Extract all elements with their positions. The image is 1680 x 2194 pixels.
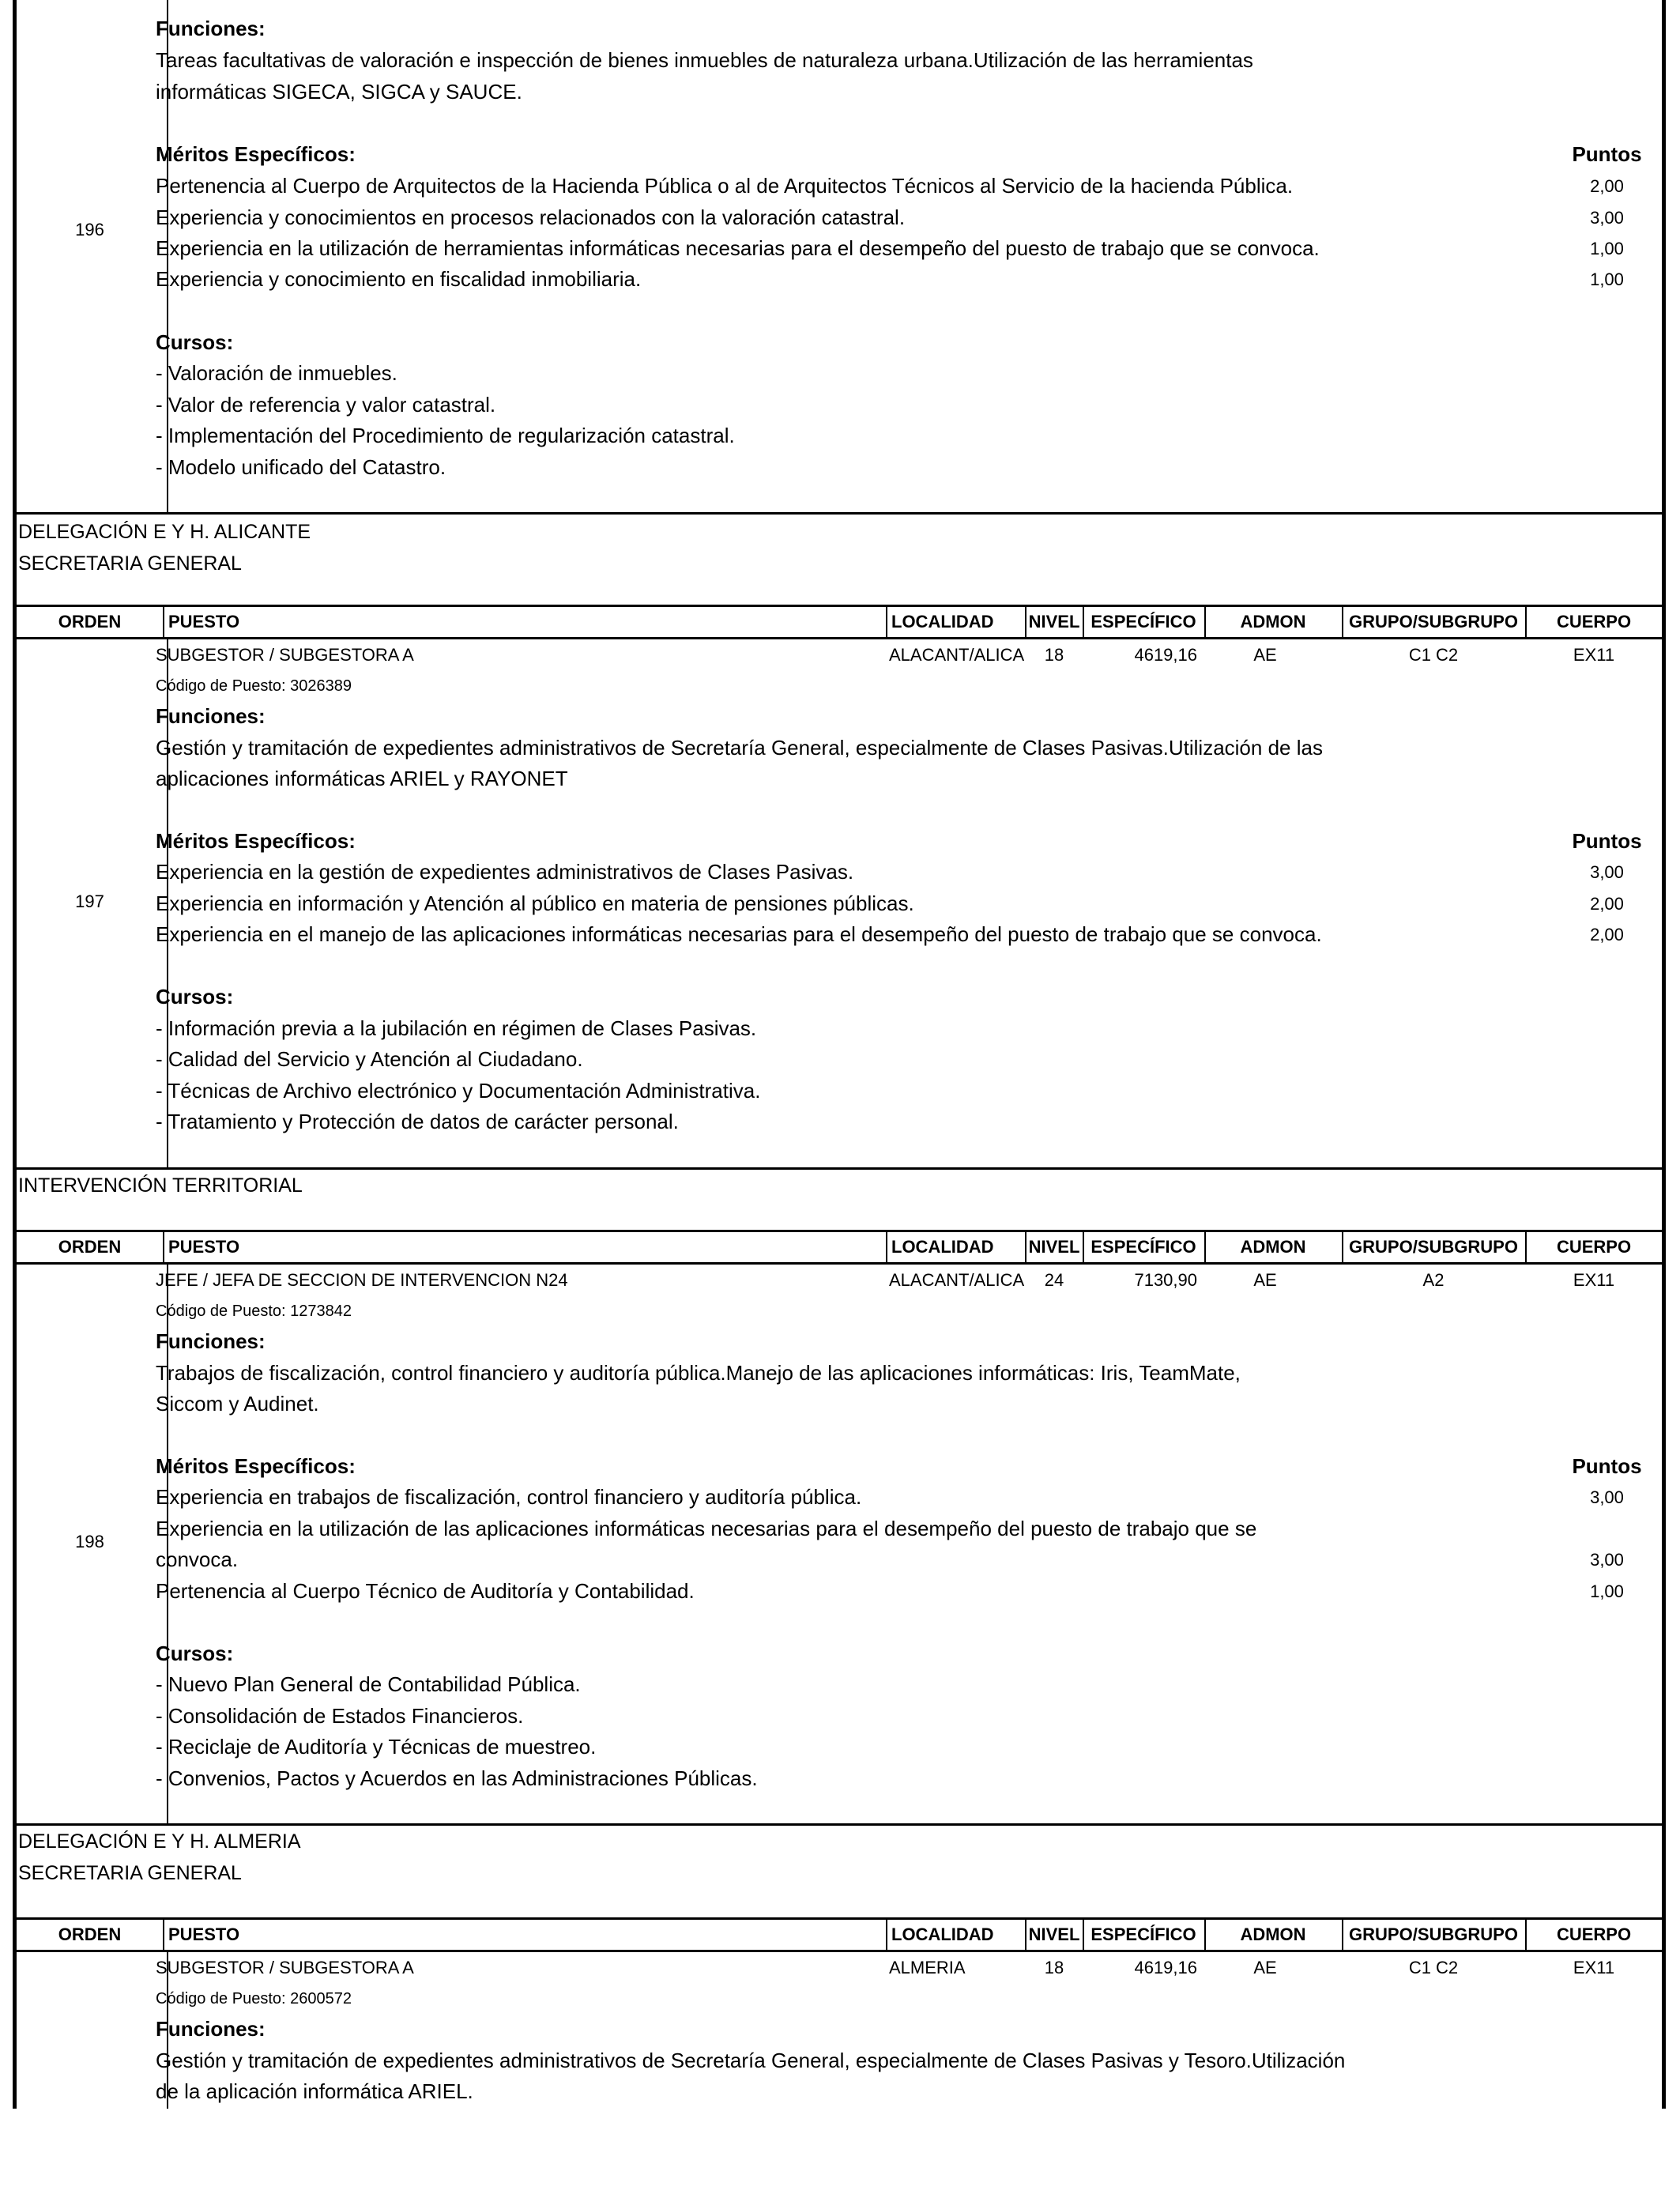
meritos-heading: Méritos Específicos: xyxy=(156,142,356,166)
table-header xyxy=(13,1230,1666,1265)
merito-puntos: 3,00 xyxy=(1590,1550,1624,1570)
curso-item: - Tratamiento y Protección de datos de carácter personal. xyxy=(156,1110,679,1133)
merito-text: Experiencia en la utilización de herramientas informáticas necesarias para el desempeño del puesto de trabajo que se convoca. xyxy=(156,236,1320,260)
header-separator xyxy=(886,1920,887,1950)
curso-item: - Reciclaje de Auditoría y Técnicas de muestreo. xyxy=(156,1735,597,1759)
merito-puntos: 2,00 xyxy=(1590,176,1624,196)
header-orden: ORDEN xyxy=(58,612,122,631)
header-separator xyxy=(886,1232,887,1262)
header-admon: ADMON xyxy=(1240,1924,1306,1944)
orden-number: 196 xyxy=(75,220,104,239)
merito-text: Experiencia y conocimientos en procesos relacionados con la valoración catastral. xyxy=(156,205,906,229)
curso-item: - Técnicas de Archivo electrónico y Documentación Administrativa. xyxy=(156,1079,761,1103)
merito-text: Pertenencia al Cuerpo Técnico de Auditoría y Contabilidad. xyxy=(156,1579,695,1603)
cuerpo: EX11 xyxy=(1573,1958,1615,1977)
curso-item: - Nuevo Plan General de Contabilidad Pública. xyxy=(156,1672,581,1696)
section-almeria xyxy=(13,1826,1666,1918)
grupo-subgrupo: A2 xyxy=(1422,1270,1445,1290)
especifico: 4619,16 xyxy=(1134,1958,1197,1977)
puesto-name: JEFE / JEFA DE SECCION DE INTERVENCION N24 xyxy=(156,1270,568,1290)
curso-item: - Valoración de inmuebles. xyxy=(156,361,397,385)
header-puesto: PUESTO xyxy=(168,612,240,631)
header-nivel: NIVEL xyxy=(1028,1237,1080,1257)
funciones-line: informáticas SIGECA, SIGCA y SAUCE. xyxy=(156,80,522,104)
curso-item: - Modelo unificado del Catastro. xyxy=(156,455,446,479)
header-separator xyxy=(886,607,887,637)
funciones-line: Gestión y tramitación de expedientes administrativos de Secretaría General, especialmente de Clases Pasivas.Utilización de las xyxy=(156,736,1323,760)
nivel: 24 xyxy=(1044,1270,1064,1290)
header-orden: ORDEN xyxy=(58,1237,122,1257)
merito-text: Experiencia en trabajos de fiscalización, control financiero y auditoría pública. xyxy=(156,1485,862,1509)
entry-198 xyxy=(13,1265,1666,1823)
section-intervencion xyxy=(13,1170,1666,1231)
localidad: ALMERIA xyxy=(889,1958,966,1977)
header-puesto: PUESTO xyxy=(168,1237,240,1257)
funciones-heading: Funciones: xyxy=(156,1329,266,1353)
meritos-heading: Méritos Específicos: xyxy=(156,829,356,853)
admon: AE xyxy=(1253,1958,1277,1977)
curso-item: - Información previa a la jubilación en régimen de Clases Pasivas. xyxy=(156,1016,757,1040)
section-subtitle: SECRETARIA GENERAL xyxy=(18,552,242,575)
header-puesto: PUESTO xyxy=(168,1924,240,1944)
merito-text: convoca. xyxy=(156,1547,239,1571)
section-alicante xyxy=(13,515,1666,607)
merito-puntos: 3,00 xyxy=(1590,1487,1624,1507)
puntos-heading: Puntos xyxy=(1572,142,1642,166)
curso-item: - Consolidación de Estados Financieros. xyxy=(156,1704,524,1728)
grupo-subgrupo: C1 C2 xyxy=(1408,1958,1459,1977)
header-especifico: ESPECÍFICO xyxy=(1090,1924,1196,1944)
funciones-line: Siccom y Audinet. xyxy=(156,1392,319,1416)
puntos-heading: Puntos xyxy=(1572,829,1642,853)
header-localidad: LOCALIDAD xyxy=(891,612,994,631)
cuerpo: EX11 xyxy=(1573,1270,1615,1290)
entry-196 xyxy=(13,0,1666,515)
header-nivel: NIVEL xyxy=(1028,1924,1080,1944)
grupo-subgrupo: C1 C2 xyxy=(1408,645,1459,665)
merito-text: Experiencia en información y Atención al público en materia de pensiones públicas. xyxy=(156,892,914,915)
merito-puntos: 3,00 xyxy=(1590,208,1624,228)
nivel: 18 xyxy=(1044,1958,1064,1977)
funciones-line: Tareas facultativas de valoración e inspección de bienes inmuebles de naturaleza urbana.Utilización de las herramientas xyxy=(156,48,1253,72)
header-localidad: LOCALIDAD xyxy=(891,1924,994,1944)
entry-197 xyxy=(13,639,1666,1167)
nivel: 18 xyxy=(1044,645,1064,665)
header-cuerpo: CUERPO xyxy=(1556,612,1632,631)
entry-199 xyxy=(13,1952,1666,2109)
admon: AE xyxy=(1253,1270,1277,1290)
header-grupo: GRUPO/SUBGRUPO xyxy=(1349,612,1518,631)
merito-puntos: 1,00 xyxy=(1590,239,1624,258)
merito-puntos: 3,00 xyxy=(1590,862,1624,882)
localidad: ALACANT/ALICA xyxy=(889,645,1025,665)
section-title: DELEGACIÓN E Y H. ALMERIA xyxy=(18,1830,301,1853)
funciones-heading: Funciones: xyxy=(156,2017,266,2041)
header-localidad: LOCALIDAD xyxy=(891,1237,994,1257)
orden-number: 197 xyxy=(75,892,104,911)
header-especifico: ESPECÍFICO xyxy=(1090,1237,1196,1257)
puesto-name: SUBGESTOR / SUBGESTORA A xyxy=(156,1958,414,1977)
localidad: ALACANT/ALICA xyxy=(889,1270,1025,1290)
curso-item: - Convenios, Pactos y Acuerdos en las Administraciones Públicas. xyxy=(156,1766,758,1790)
header-separator xyxy=(163,1920,164,1950)
curso-item: - Calidad del Servicio y Atención al Ciudadano. xyxy=(156,1047,583,1071)
merito-text: Experiencia en la utilización de las aplicaciones informáticas necesarias para el desempeño del puesto de trabajo que se xyxy=(156,1517,1257,1540)
funciones-line: aplicaciones informáticas ARIEL y RAYONET xyxy=(156,767,568,790)
header-cuerpo: CUERPO xyxy=(1556,1924,1632,1944)
codigo-puesto: Código de Puesto: 3026389 xyxy=(156,677,352,695)
merito-text: Pertenencia al Cuerpo de Arquitectos de la Hacienda Pública o al de Arquitectos Técnicos al Servicio de la hacienda Pública. xyxy=(156,174,1294,198)
especifico: 7130,90 xyxy=(1134,1270,1197,1290)
section-title: DELEGACIÓN E Y H. ALICANTE xyxy=(18,521,311,543)
table-header xyxy=(13,605,1666,639)
funciones-line: Gestión y tramitación de expedientes administrativos de Secretaría General, especialmente de Clases Pasivas y Tesoro.Utilización xyxy=(156,2049,1346,2072)
cursos-heading: Cursos: xyxy=(156,1642,234,1665)
table-header xyxy=(13,1917,1666,1952)
meritos-heading: Méritos Específicos: xyxy=(156,1454,356,1478)
header-admon: ADMON xyxy=(1240,612,1306,631)
header-grupo: GRUPO/SUBGRUPO xyxy=(1349,1237,1518,1257)
orden-number: 198 xyxy=(75,1532,104,1551)
codigo-puesto: Código de Puesto: 2600572 xyxy=(156,1990,352,2007)
curso-item: - Implementación del Procedimiento de regularización catastral. xyxy=(156,424,735,447)
cursos-heading: Cursos: xyxy=(156,985,234,1008)
header-grupo: GRUPO/SUBGRUPO xyxy=(1349,1924,1518,1944)
header-especifico: ESPECÍFICO xyxy=(1090,612,1196,631)
merito-puntos: 1,00 xyxy=(1590,270,1624,289)
funciones-line: de la aplicación informática ARIEL. xyxy=(156,2079,473,2103)
merito-text: Experiencia en la gestión de expedientes administrativos de Clases Pasivas. xyxy=(156,860,854,884)
merito-puntos: 2,00 xyxy=(1590,925,1624,944)
header-admon: ADMON xyxy=(1240,1237,1306,1257)
merito-text: Experiencia y conocimiento en fiscalidad inmobiliaria. xyxy=(156,267,642,291)
funciones-heading: Funciones: xyxy=(156,704,266,728)
puesto-name: SUBGESTOR / SUBGESTORA A xyxy=(156,645,414,665)
cursos-heading: Cursos: xyxy=(156,330,234,354)
cuerpo: EX11 xyxy=(1573,645,1615,665)
header-separator xyxy=(163,1232,164,1262)
header-nivel: NIVEL xyxy=(1028,612,1080,631)
puntos-heading: Puntos xyxy=(1572,1454,1642,1478)
header-cuerpo: CUERPO xyxy=(1556,1237,1632,1257)
funciones-heading: Funciones: xyxy=(156,17,266,40)
header-separator xyxy=(163,607,164,637)
section-title: INTERVENCIÓN TERRITORIAL xyxy=(18,1174,303,1197)
section-subtitle: SECRETARIA GENERAL xyxy=(18,1862,242,1884)
especifico: 4619,16 xyxy=(1134,645,1197,665)
merito-puntos: 1,00 xyxy=(1590,1581,1624,1601)
funciones-line: Trabajos de fiscalización, control financiero y auditoría pública.Manejo de las aplicaciones informáticas: Iris, TeamMate, xyxy=(156,1361,1241,1385)
merito-text: Experiencia en el manejo de las aplicaciones informáticas necesarias para el desempeño del puesto de trabajo que se convoca. xyxy=(156,922,1322,946)
merito-puntos: 2,00 xyxy=(1590,894,1624,914)
header-orden: ORDEN xyxy=(58,1924,122,1944)
curso-item: - Valor de referencia y valor catastral. xyxy=(156,393,496,417)
codigo-puesto: Código de Puesto: 1273842 xyxy=(156,1302,352,1320)
admon: AE xyxy=(1253,645,1277,665)
